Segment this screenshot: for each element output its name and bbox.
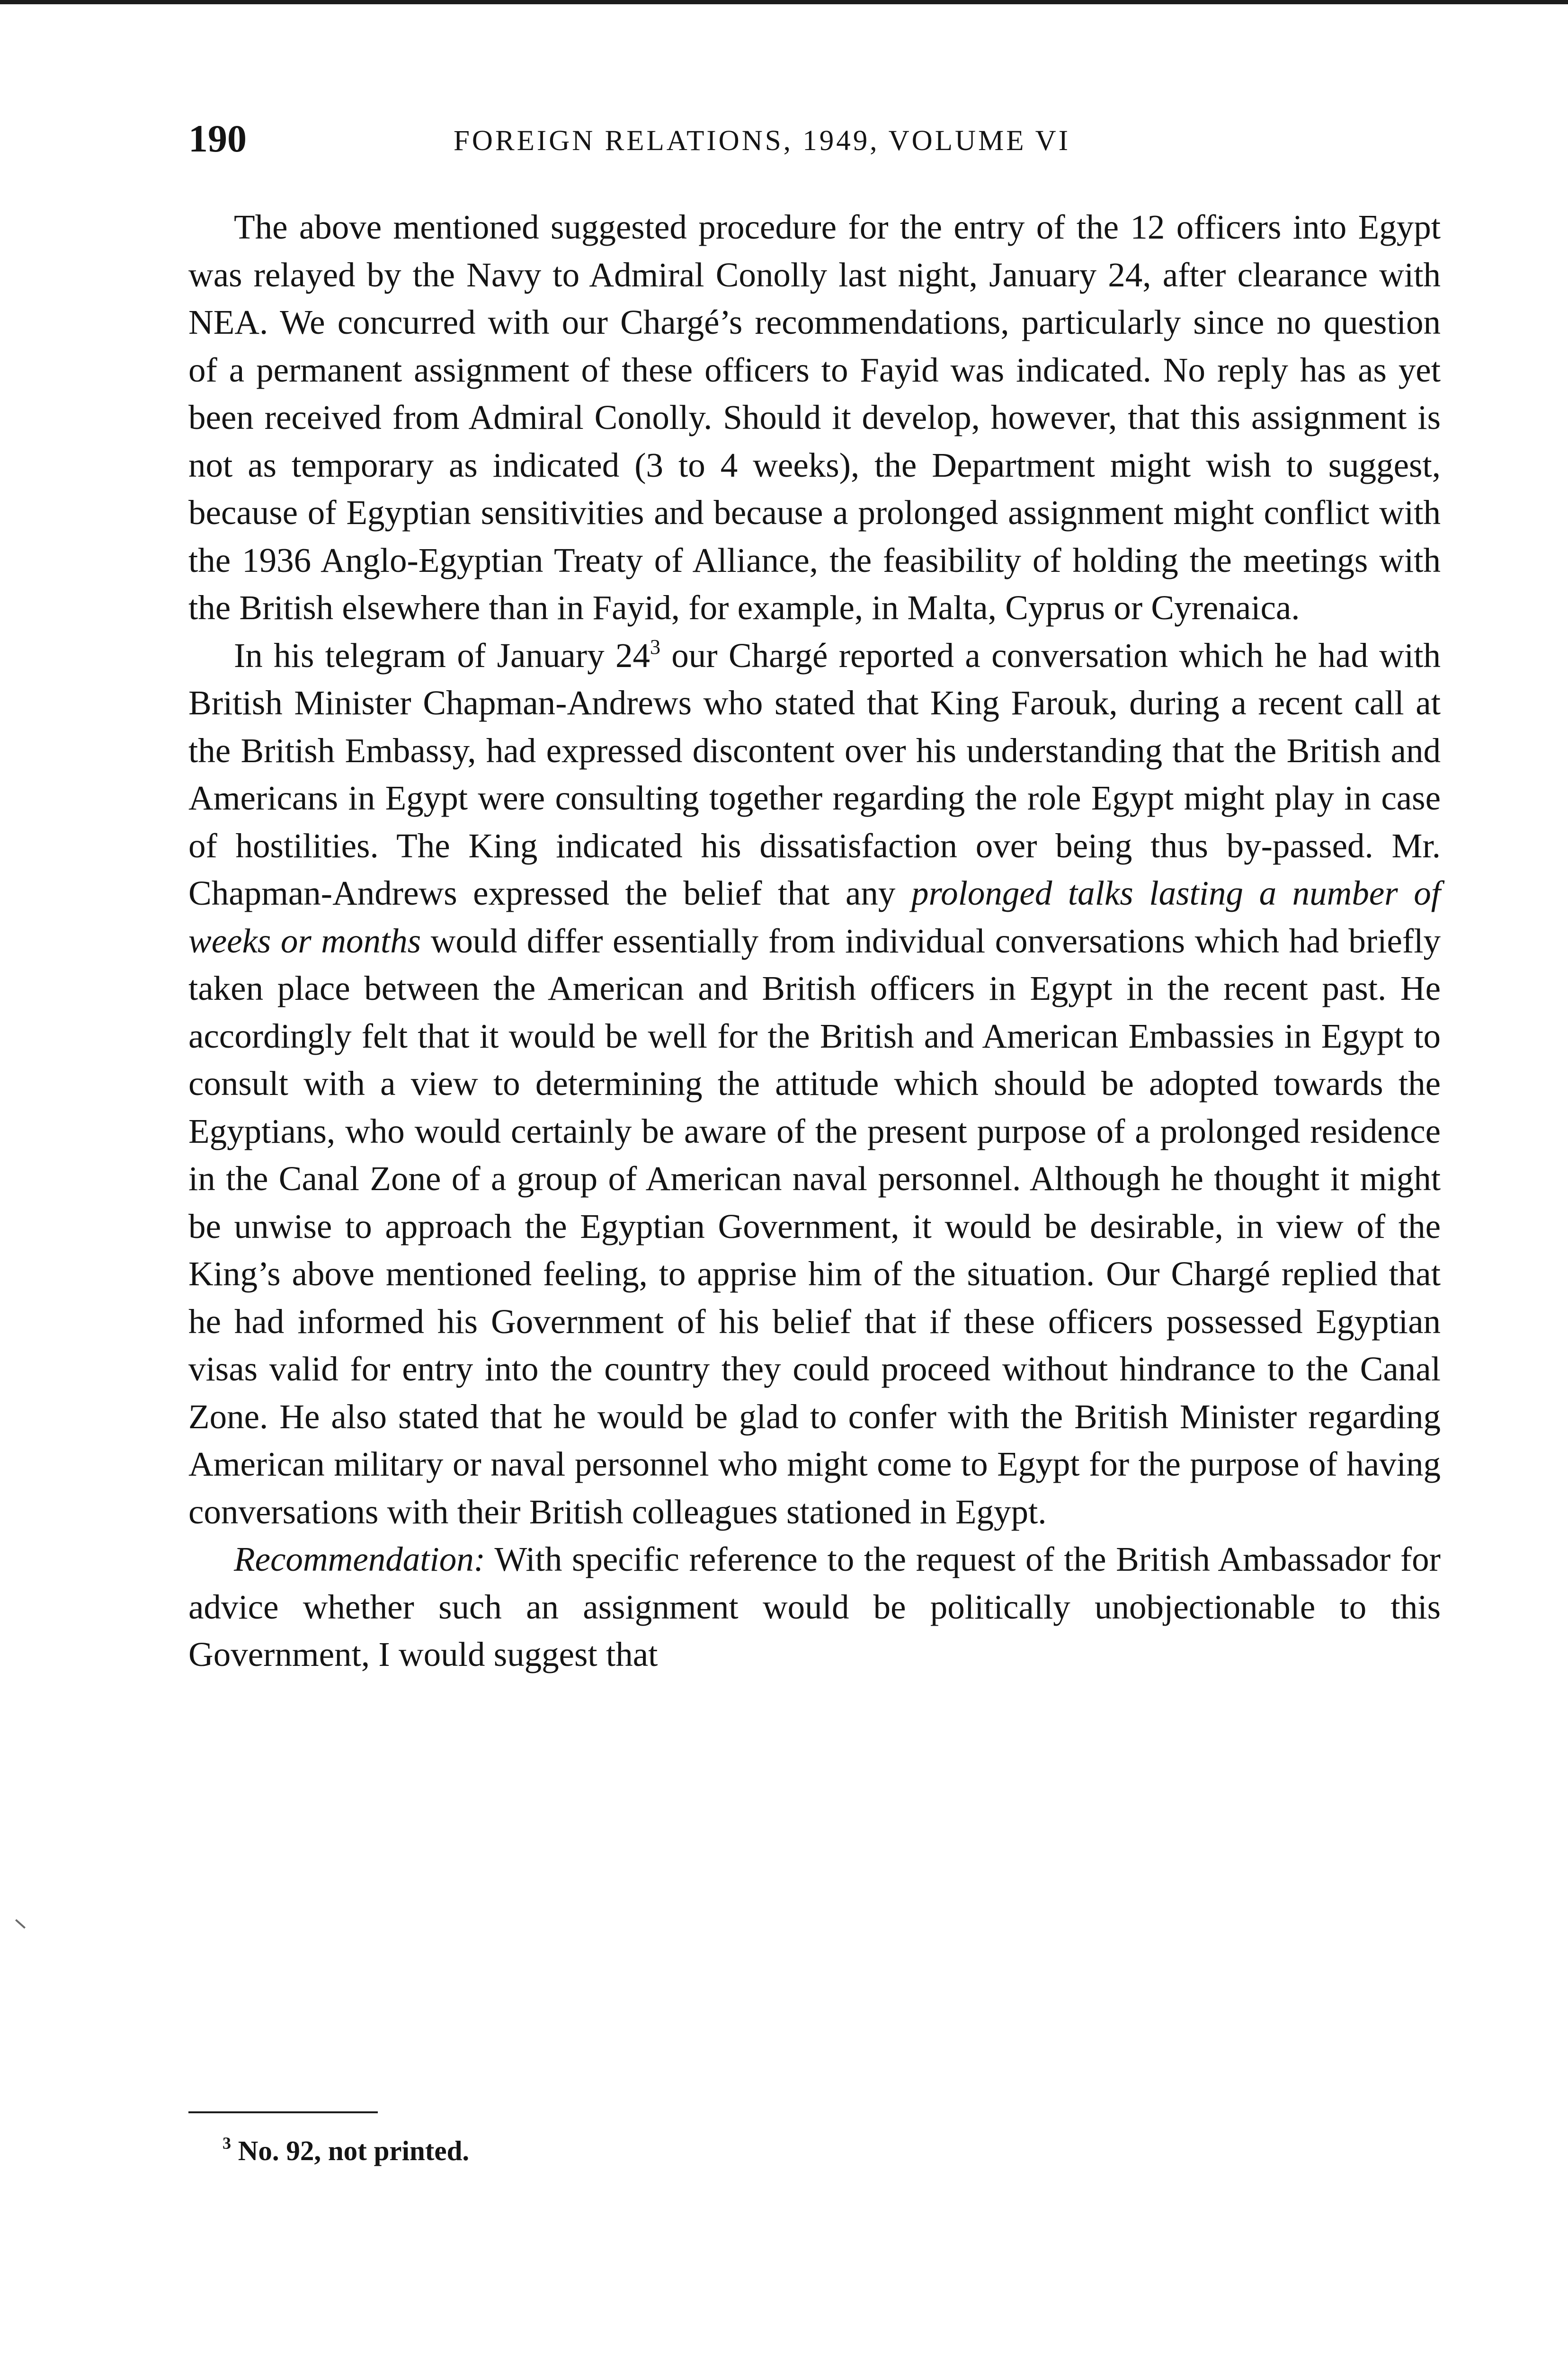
footnote-3	[223, 2134, 469, 2167]
recommendation-label: Recommendation:	[234, 1540, 486, 1578]
page-number: 190	[188, 117, 247, 160]
paragraph-3-text: With specific reference to the request of the British Ambassador for advice whether such an assignment would be politically unobjectionable to this Government, I would suggest that	[188, 1540, 1441, 1673]
paragraph-1	[188, 204, 1441, 632]
footnote-mark: 3	[223, 2134, 231, 2153]
page-top-edge	[0, 0, 1568, 4]
margin-mark	[15, 1919, 26, 1929]
footnote-reference-3: 3	[650, 635, 660, 658]
footnote-divider	[188, 2111, 378, 2113]
paragraph-3	[188, 1536, 1441, 1679]
paragraph-2-text-end: would differ essentially from individual conversations which had briefly taken place between the American and British officers in Egypt in the recent past. He accordingly felt that it would be well for the British and American Embassies in Egypt to consult with a view to determining the attitude which should be adopted towards the Egyptians, who would certainly be aware of the present purpose of a prolonged residence in the Canal Zone of a group of American naval personnel. Although he thought it might be unwise to approach the Egyptian Government, it would be desirable, in view of the King’s above mentioned feeling, to apprise him of the situation. Our Chargé replied that he had informed his Government of his belief that if these officers possessed Egyptian visas valid for entry into the country they could proceed without hindrance to the Canal Zone. He also stated that he would be glad to confer with the British Minister regarding American military or naval personnel who might come to Egypt for the purpose of having conversations with their British colleagues stationed in Egypt.	[188, 921, 1441, 1531]
footnote-text: No. 92, not printed.	[231, 2135, 470, 2166]
page-header	[188, 117, 1443, 160]
paragraph-2-italic-phrase: prolonged talks lasting a number of weeks or months	[188, 874, 1441, 960]
running-head: FOREIGN RELATIONS, 1949, VOLUME VI	[454, 125, 1071, 157]
paragraph-1-text: The above mentioned suggested procedure for the entry of the 12 officers into Egypt was relayed by the Navy to Admiral Conolly last night, January 24, after clearance with NEA. We concurred with our Chargé’s recommendations, particularly since no question of a permanent assignment of these officers to Fayid was indicated. No reply has as yet been received from Admiral Conolly. Should it develop, however, that this assignment is not as temporary as indicated (3 to 4 weeks), the Department might wish to suggest, because of Egyptian sensitivities and because a prolonged assignment might conflict with the 1936 Anglo-Egyptian Treaty of Alliance, the feasibility of holding the meetings with the British elsewhere than in Fayid, for example, in Malta, Cyprus or Cyrenaica.	[188, 208, 1441, 627]
paragraph-2-text-middle: our Chargé reported a conversation which he had with British Minister Chapman-Andrews who stated that King Farouk, during a recent call at the British Embassy, had expressed discontent over his understanding that the British and Americans in Egypt were consulting together regarding the role Egypt might play in case of hostilities. The King indicated his dissatisfaction over being thus by-passed. Mr. Chapman-Andrews expressed the belief that any	[188, 636, 1441, 912]
body-text	[188, 204, 1441, 1679]
paragraph-2	[188, 632, 1441, 1536]
paragraph-2-text-start: In his telegram of January 24	[234, 636, 650, 675]
